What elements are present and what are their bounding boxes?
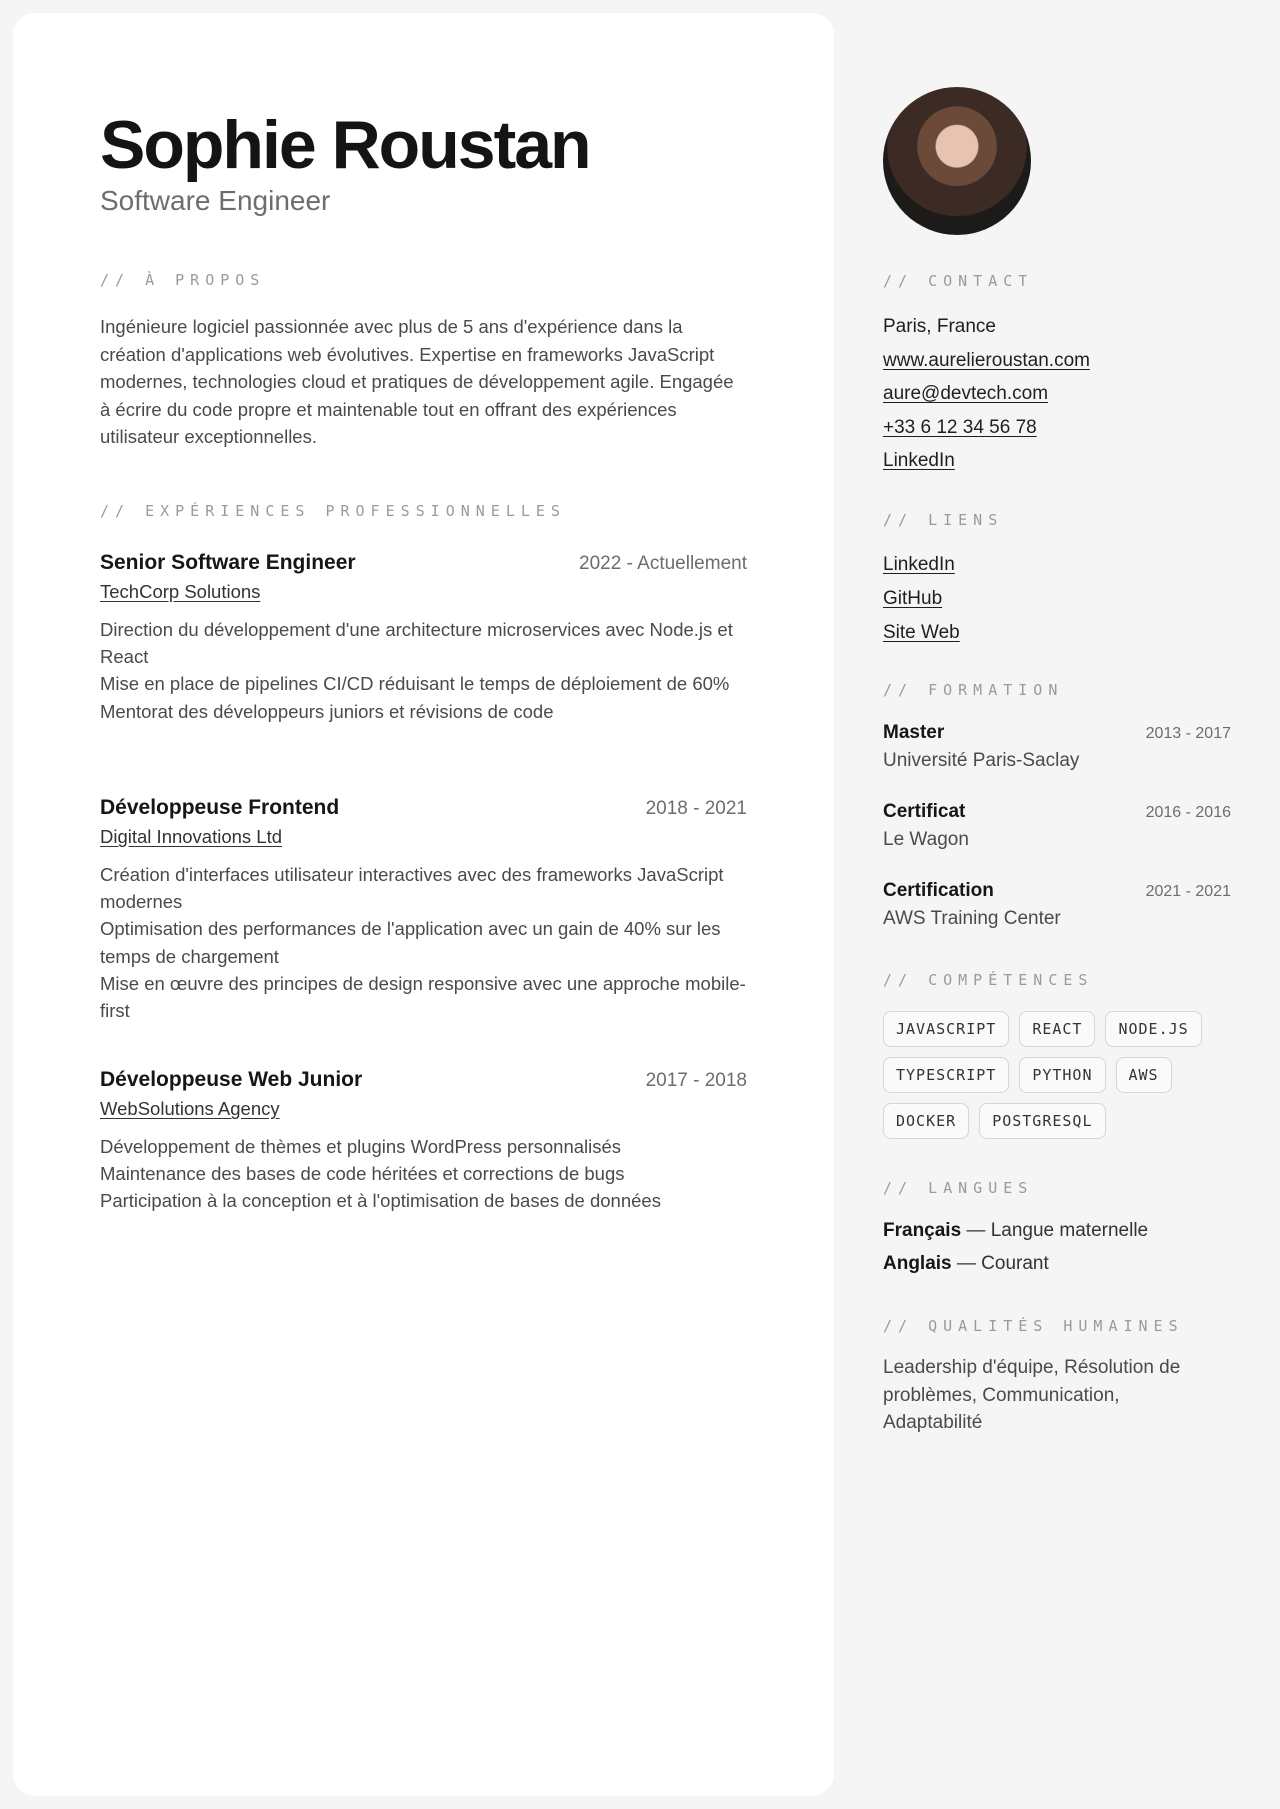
education-entry <box>883 799 1231 855</box>
skill-tag: REACT <box>1019 1011 1095 1047</box>
skill-tag: DOCKER <box>883 1103 969 1139</box>
language-level: — Courant <box>951 1253 1049 1274</box>
about-text: Ingénieure logiciel passionnée avec plus de 5 ans d'expérience dans la création d'applications web évolutives. Expertise en frameworks JavaScript modernes, technologies cloud et pratiques de développement agile. Engagée à écrire du code propre et maintenable tout en offrant des expériences utilisateur exceptionnelles. <box>100 316 734 447</box>
job-company-link[interactable]: WebSolutions Agency <box>100 1098 280 1119</box>
job-title: Développeuse Frontend <box>100 796 340 819</box>
skill-tag: POSTGRESQL <box>979 1103 1105 1139</box>
skill-tag: NODE.JS <box>1105 1011 1201 1047</box>
job-date: 2017 - 2018 <box>645 1070 747 1091</box>
skill-tag: JAVASCRIPT <box>883 1011 1009 1047</box>
contact-phone-link[interactable]: +33 6 12 34 56 78 <box>883 416 1037 438</box>
experience-heading: // EXPÉRIENCES PROFESSIONNELLES <box>100 502 566 520</box>
languages-list <box>883 1214 1148 1280</box>
contact-email-link[interactable]: aure@devtech.com <box>883 383 1049 404</box>
education-entry <box>883 720 1231 776</box>
education-date: 2021 - 2021 <box>1145 883 1231 900</box>
job-bullet: Mise en œuvre des principes de design responsive avec une approche mobile-first <box>100 972 746 1022</box>
job-bullet: Optimisation des performances de l'application avec un gain de 40% sur les temps de chargement <box>100 918 721 967</box>
languages-heading: // LANGUES <box>883 1179 1034 1197</box>
job-bullets <box>100 861 747 1024</box>
link-website[interactable]: Site Web <box>883 622 960 643</box>
skill-tag: PYTHON <box>1019 1057 1105 1093</box>
qualities-heading: // QUALITÉS HUMAINES <box>883 1317 1184 1335</box>
language-item <box>883 1214 1148 1247</box>
skill-tag: AWS <box>1116 1057 1172 1093</box>
education-school: AWS Training Center <box>883 908 1061 929</box>
job-bullet: Mentorat des développeurs juniors et révisions de code <box>100 700 554 722</box>
job-title: Développeuse Web Junior <box>100 1068 363 1091</box>
avatar <box>883 87 1031 235</box>
about-heading: // À PROPOS <box>100 271 266 289</box>
language-level: — Langue maternelle <box>961 1220 1149 1241</box>
job-bullet: Direction du développement d'une architecture microservices avec Node.js et React <box>100 619 733 668</box>
job-date: 2022 - Actuellement <box>579 553 747 574</box>
contact-linkedin-link[interactable]: LinkedIn <box>883 450 955 471</box>
job-entry <box>100 549 747 725</box>
language-item <box>883 1247 1148 1280</box>
contact-website-link[interactable]: www.aurelieroustan.com <box>883 349 1090 371</box>
candidate-role: Software Engineer <box>100 185 331 216</box>
education-date: 2016 - 2016 <box>1145 804 1231 821</box>
education-degree: Certification <box>883 880 994 901</box>
job-entry <box>100 794 747 1024</box>
language-name: Anglais <box>883 1253 952 1274</box>
links-heading: // LIENS <box>883 511 1004 529</box>
skills-heading: // COMPÉTENCES <box>883 971 1094 989</box>
links-list <box>883 548 960 650</box>
job-title: Senior Software Engineer <box>100 551 356 574</box>
job-company-link[interactable]: TechCorp Solutions <box>100 581 261 602</box>
job-bullet: Mise en place de pipelines CI/CD réduisant le temps de déploiement de 60% <box>100 673 730 695</box>
qualities-text: Leadership d'équipe, Résolution de problèmes, Communication, Adaptabilité <box>883 1357 1181 1433</box>
contact-heading: // CONTACT <box>883 272 1034 290</box>
job-bullets <box>100 616 747 725</box>
job-bullet: Maintenance des bases de code héritées et corrections de bugs <box>100 1163 625 1185</box>
link-linkedin[interactable]: LinkedIn <box>883 554 955 575</box>
contact-location: Paris, France <box>883 316 996 337</box>
education-heading: // FORMATION <box>883 681 1064 699</box>
job-company-link[interactable]: Digital Innovations Ltd <box>100 826 283 847</box>
job-entry <box>100 1066 747 1215</box>
skills-list <box>883 1011 1231 1139</box>
candidate-name: Sophie Roustan <box>100 107 590 183</box>
job-bullets <box>100 1133 747 1215</box>
education-degree: Certificat <box>883 801 966 822</box>
skill-tag: TYPESCRIPT <box>883 1057 1009 1093</box>
education-date: 2013 - 2017 <box>1145 725 1231 742</box>
job-bullet: Création d'interfaces utilisateur interactives avec des frameworks JavaScript modernes <box>100 864 724 913</box>
contact-list <box>883 310 1090 478</box>
language-name: Français <box>883 1220 962 1241</box>
education-school: Université Paris-Saclay <box>883 750 1080 771</box>
education-school: Le Wagon <box>883 829 969 850</box>
main-card <box>13 13 834 1796</box>
job-bullet: Développement de thèmes et plugins WordPress personnalisés <box>100 1136 622 1157</box>
job-date: 2018 - 2021 <box>645 798 747 819</box>
education-degree: Master <box>883 722 945 743</box>
job-bullet: Participation à la conception et à l'optimisation de bases de données <box>100 1190 661 1212</box>
education-entry <box>883 878 1231 934</box>
link-github[interactable]: GitHub <box>883 588 943 609</box>
